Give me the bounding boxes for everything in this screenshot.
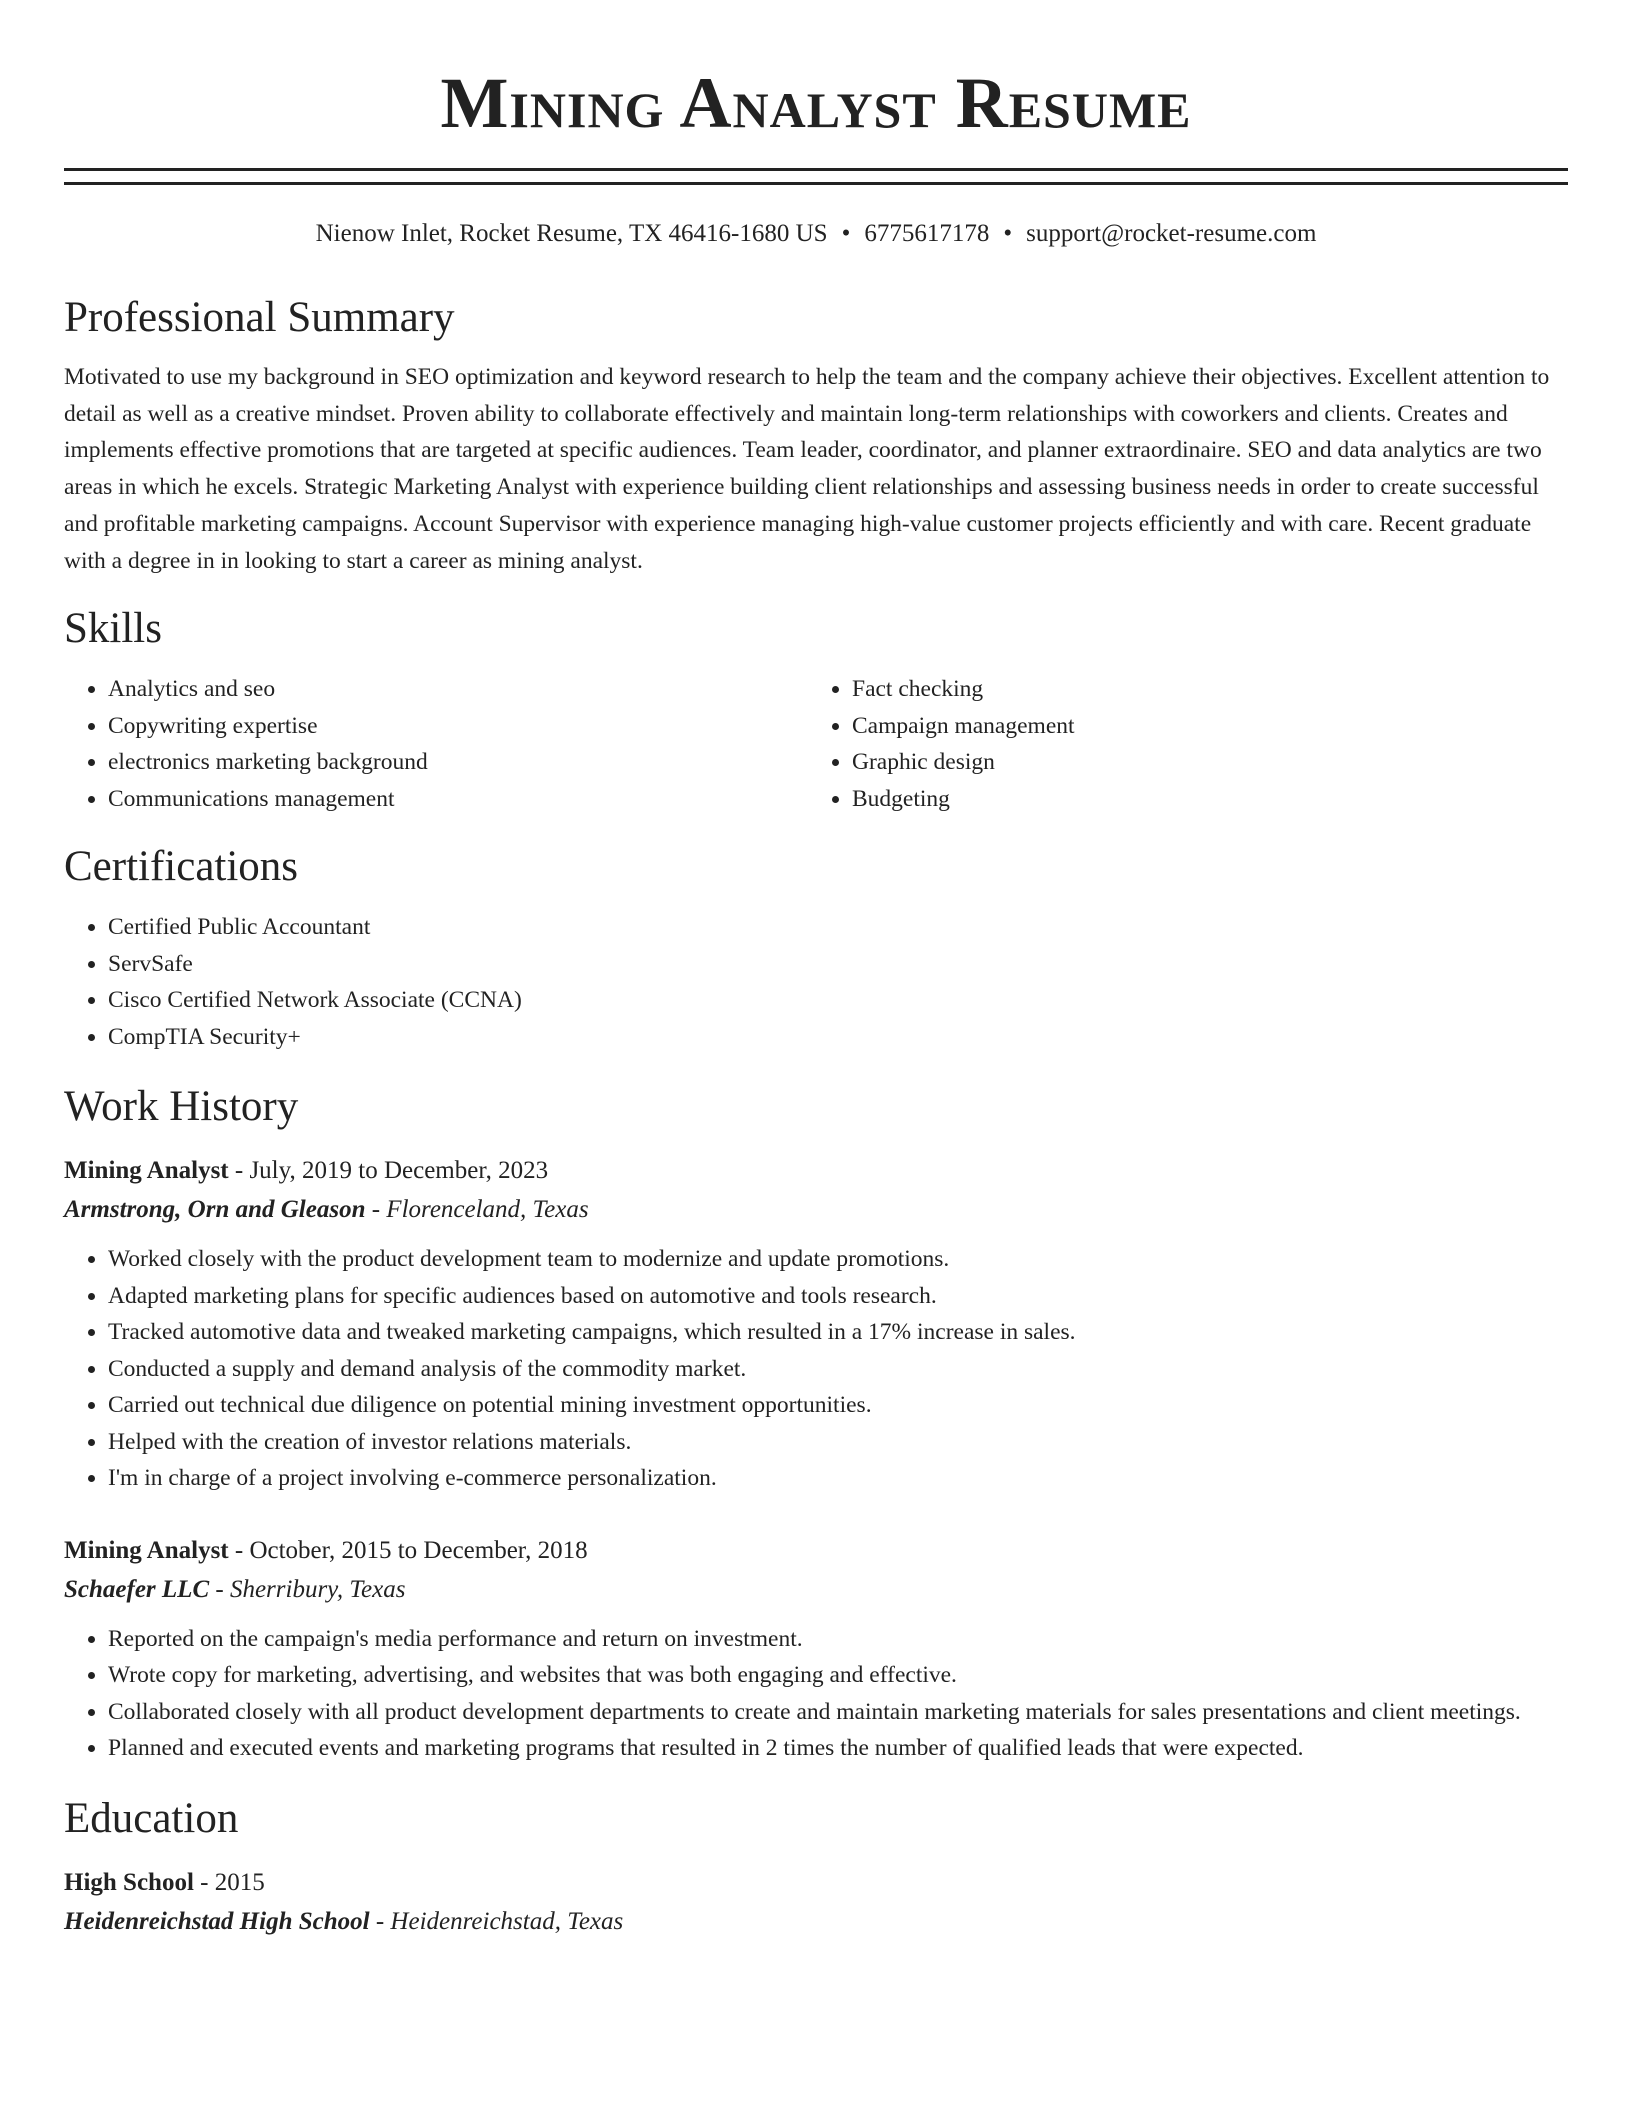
education-year: - 2015 bbox=[193, 1868, 265, 1896]
resume-title: Mining Analyst Resume bbox=[440, 63, 1192, 143]
job-entry bbox=[64, 1151, 1568, 1497]
job-bullet: • Wrote copy for marketing, advertising, and websites that was both engaging and effective. bbox=[108, 1657, 1568, 1694]
contact-line bbox=[64, 218, 1568, 250]
skill-item: • Analytics and seo bbox=[108, 671, 808, 708]
skills-list-left bbox=[64, 671, 808, 817]
skills-columns bbox=[64, 671, 1568, 817]
section-heading: Professional Summary bbox=[64, 294, 455, 341]
certification-item: • Cisco Certified Network Associate (CCNA) bbox=[108, 982, 1568, 1019]
job-bullet: • Adapted marketing plans for specific audiences based on automotive and tools research. bbox=[108, 1278, 1568, 1315]
job-bullet: • Carried out technical due diligence on potential mining investment opportunities. bbox=[108, 1387, 1568, 1424]
contact-address: Nienow Inlet, Rocket Resume, TX 46416-1680 US bbox=[315, 220, 828, 247]
skill-item: • Budgeting bbox=[852, 781, 1552, 818]
job-bullet: • Helped with the creation of investor relations materials. bbox=[108, 1424, 1568, 1461]
contact-phone: 6775617178 bbox=[864, 220, 990, 247]
job-dates: - October, 2015 to December, 2018 bbox=[228, 1536, 588, 1564]
skill-item: • electronics marketing background bbox=[108, 744, 808, 781]
education-location: - Heidenreichstad, Texas bbox=[369, 1907, 624, 1935]
contact-email: support@rocket-resume.com bbox=[1026, 220, 1317, 247]
job-location: - Sherribury, Texas bbox=[209, 1575, 406, 1603]
job-bullet: • Worked closely with the product development team to modernize and update promotions. bbox=[108, 1241, 1568, 1278]
education-school-line bbox=[64, 1902, 1568, 1941]
job-title-line bbox=[64, 1151, 1568, 1190]
education-degree-line bbox=[64, 1863, 1568, 1902]
job-bullets bbox=[64, 1241, 1568, 1497]
job-bullet: • Reported on the campaign's media performance and return on investment. bbox=[108, 1621, 1568, 1658]
job-dates: - July, 2019 to December, 2023 bbox=[228, 1157, 549, 1185]
resume-page bbox=[64, 0, 1568, 1941]
job-bullet: • Conducted a supply and demand analysis of the commodity market. bbox=[108, 1351, 1568, 1388]
section-heading: Education bbox=[64, 1794, 239, 1842]
job-bullet: • I'm in charge of a project involving e-commerce personalization. bbox=[108, 1460, 1568, 1497]
section-heading: Skills bbox=[64, 605, 162, 653]
section-heading: Work History bbox=[64, 1083, 299, 1131]
job-bullets bbox=[64, 1621, 1568, 1767]
job-location: - Florenceland, Texas bbox=[365, 1196, 589, 1224]
certifications-list bbox=[64, 909, 1568, 1055]
job-company: Armstrong, Orn and Gleason bbox=[64, 1196, 366, 1224]
work-history-section bbox=[64, 1081, 1568, 1767]
education-entry bbox=[64, 1863, 1568, 1941]
job-bullet: • Planned and executed events and marketing programs that resulted in 2 times the number of qualified leads that were expected. bbox=[108, 1730, 1568, 1767]
skills-section bbox=[64, 603, 1568, 817]
education-degree: High School bbox=[64, 1868, 194, 1896]
title-divider bbox=[64, 168, 1568, 185]
education-section bbox=[64, 1793, 1568, 1941]
job-entry bbox=[64, 1531, 1568, 1767]
job-title-line bbox=[64, 1531, 1568, 1570]
skill-item: • Campaign management bbox=[852, 708, 1552, 745]
skill-item: • Copywriting expertise bbox=[108, 708, 808, 745]
certification-item: • CompTIA Security+ bbox=[108, 1019, 1568, 1056]
skill-item: • Graphic design bbox=[852, 744, 1552, 781]
section-heading: Certifications bbox=[64, 843, 299, 891]
job-title: Mining Analyst bbox=[64, 1157, 229, 1185]
certification-item: • Certified Public Accountant bbox=[108, 909, 1568, 946]
skill-item: • Communications management bbox=[108, 781, 808, 818]
job-company: Schaefer LLC bbox=[64, 1575, 210, 1603]
job-bullet: • Tracked automotive data and tweaked marketing campaigns, which resulted in a 17% increase in sales. bbox=[108, 1314, 1568, 1351]
summary-text: Motivated to use my background in SEO optimization and keyword research to help the team and the company achieve their objectives. Excellent attention to detail as well as a creative mindset. Proven ability to collaborate effectively and maintain long-term relationships with coworkers and clients. Creates and implements effective promotions that are targeted at specific audiences. Team leader, coordinator, and planner extraordinaire. SEO and data analytics are two areas in which he excels. Strategic Marketing Analyst with experience building client relationships and assessing business needs in order to create successful and profitable marketing campaigns. Account Supervisor with experience managing high-value customer projects efficiently and with care. Recent graduate with a degree in in looking to start a career as mining analyst. bbox=[64, 364, 1550, 574]
contact-separator: • bbox=[1003, 220, 1013, 247]
professional-summary-section bbox=[64, 292, 1568, 579]
contact-separator: • bbox=[841, 220, 851, 247]
certifications-section bbox=[64, 841, 1568, 1055]
skills-list-right bbox=[808, 671, 1552, 817]
job-company-line bbox=[64, 1570, 1568, 1609]
education-school: Heidenreichstad High School bbox=[64, 1907, 370, 1935]
job-company-line bbox=[64, 1190, 1568, 1229]
certification-item: • ServSafe bbox=[108, 946, 1568, 983]
skill-item: • Fact checking bbox=[852, 671, 1552, 708]
job-bullet: • Collaborated closely with all product development departments to create and maintain marketing materials for sales presentations and client meetings. bbox=[108, 1694, 1568, 1731]
job-title: Mining Analyst bbox=[64, 1536, 229, 1564]
